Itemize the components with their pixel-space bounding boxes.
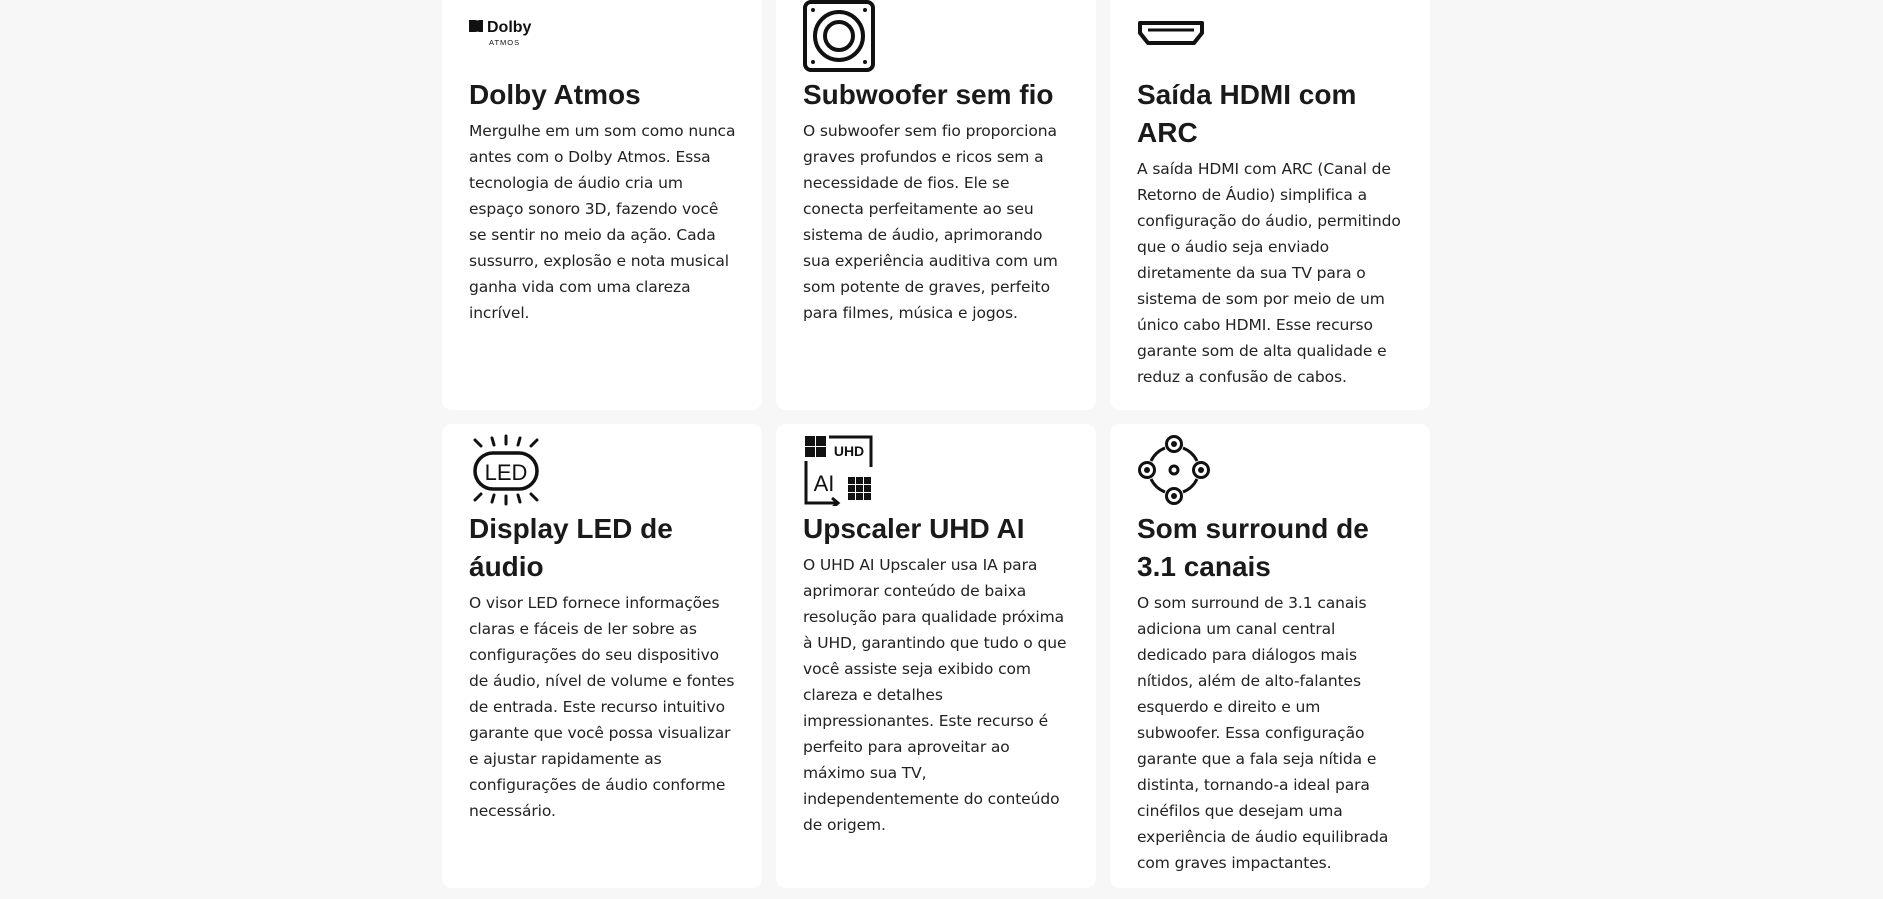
led-display-icon <box>469 434 541 506</box>
feature-description: A saída HDMI com ARC (Canal de Retorno de Áudio) simplifica a configuração do áudio, permitindo que o áudio seja enviado diretamente da sua TV para o sistema de som por meio de um único cabo HDMI. Esse recurso garante som de alta qualidade e reduz a confusão de cabos. <box>1137 160 1401 386</box>
feature-card-hdmi-arc <box>1110 0 1430 410</box>
features-grid <box>442 0 1430 888</box>
dolby-wordmark: Dolby <box>487 19 532 36</box>
surround-speakers-icon <box>1137 434 1209 506</box>
feature-title: Dolby Atmos <box>469 79 641 110</box>
feature-card-subwoofer <box>776 0 1096 410</box>
subwoofer-icon <box>803 0 875 72</box>
dolby-atmos-logo-icon <box>469 0 541 72</box>
feature-description: O som surround de 3.1 canais adiciona um canal central dedicado para diálogos mais nítidos, além de alto-falantes esquerdo e direito e um subwoofer. Essa configuração garante que a fala seja nítida e distinta, tornando-a ideal para cinéfilos que desejam uma experiência de áudio equilibrada com graves impactantes. <box>1137 594 1389 872</box>
feature-card-uhd-ai-upscaler <box>776 424 1096 888</box>
hdmi-port-icon <box>1137 0 1209 72</box>
feature-description: O visor LED fornece informações claras e fáceis de ler sobre as configurações do seu dispositivo de áudio, nível de volume e fontes de entrada. Este recurso intuitivo garante que você possa visualizar e ajustar rapidamente as configurações de áudio conforme necessário. <box>469 594 735 820</box>
ai-icon-text: AI <box>813 471 835 496</box>
dolby-sub: ATMOS <box>489 38 521 47</box>
feature-title: Upscaler UHD AI <box>803 513 1025 544</box>
uhd-icon-text: UHD <box>833 443 865 459</box>
feature-card-led-display <box>442 424 762 888</box>
feature-title: Som surround de 3.1 canais <box>1137 513 1369 582</box>
feature-title: Subwoofer sem fio <box>803 79 1054 110</box>
feature-description: O UHD AI Upscaler usa IA para aprimorar conteúdo de baixa resolução para qualidade próxima à UHD, garantindo que tudo o que você assiste seja exibido com clareza e detalhes impressionantes. Este recurso é perfeito para aproveitar ao máximo sua TV, independentemente do conteúdo de origem. <box>803 556 1067 834</box>
led-icon-text: LED <box>484 460 528 485</box>
uhd-ai-upscaler-icon <box>803 434 875 506</box>
feature-description: Mergulhe em um som como nunca antes com o Dolby Atmos. Essa tecnologia de áudio cria um espaço sonoro 3D, fazendo você se sentir no meio da ação. Cada sussurro, explosão e nota musical ganha vida com uma clareza incrível. <box>469 122 736 322</box>
feature-card-dolby-atmos <box>442 0 762 410</box>
feature-title: Saída HDMI com ARC <box>1137 79 1357 148</box>
feature-card-surround-3-1 <box>1110 424 1430 888</box>
feature-title: Display LED de áudio <box>469 513 673 582</box>
feature-description: O subwoofer sem fio proporciona graves profundos e ricos sem a necessidade de fios. Ele se conecta perfeitamente ao seu sistema de áudio, aprimorando sua experiência auditiva com um som potente de graves, perfeito para filmes, música e jogos. <box>803 122 1058 322</box>
